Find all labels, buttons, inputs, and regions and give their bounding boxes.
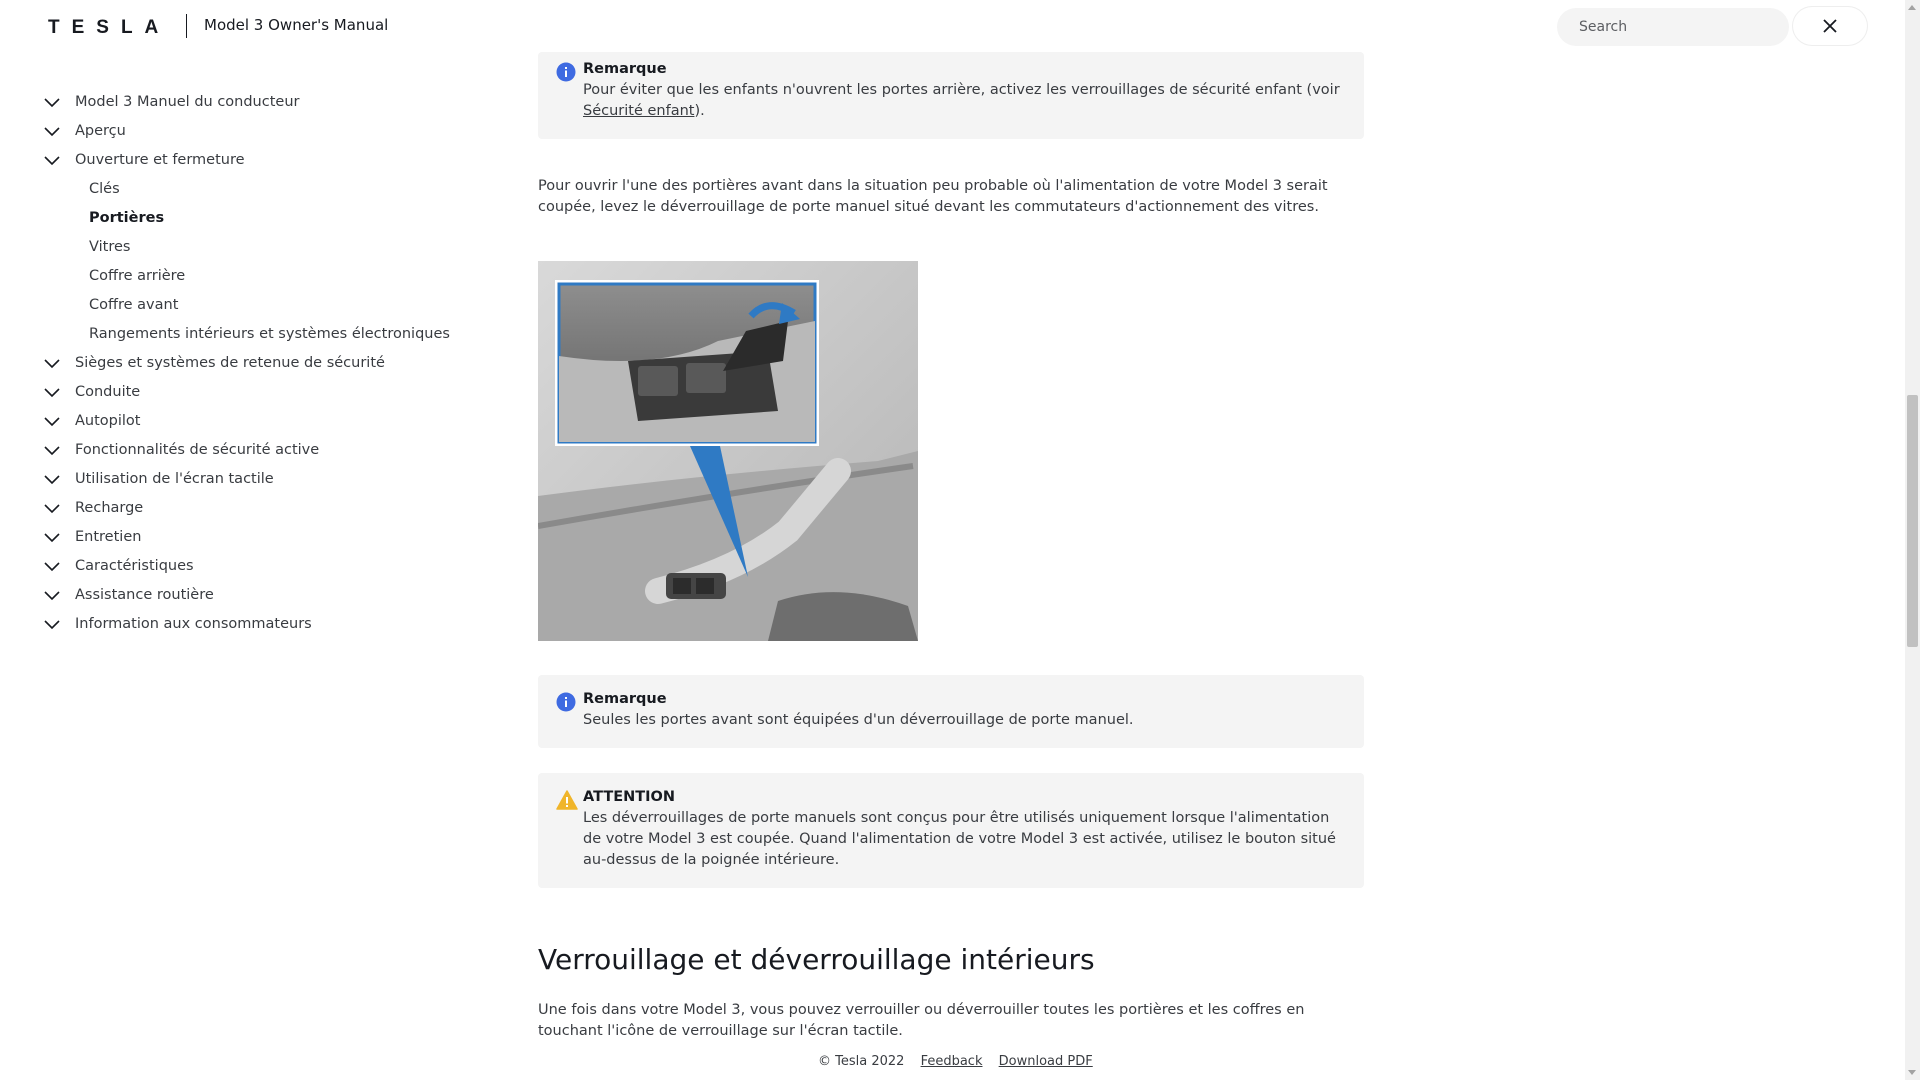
warning-icon bbox=[556, 790, 578, 810]
sidebar-item-label: Utilisation de l'écran tactile bbox=[75, 471, 274, 487]
close-icon bbox=[1822, 18, 1838, 34]
warning-box bbox=[538, 773, 1364, 888]
chevron-down-icon bbox=[44, 619, 60, 631]
sidebar-subitem-rangements[interactable]: Rangements intérieurs et systèmes électroniques bbox=[89, 326, 450, 342]
note-box bbox=[538, 675, 1364, 748]
sidebar-item-label: Aperçu bbox=[75, 123, 126, 139]
section-heading: Verrouillage et déverrouillage intérieurs bbox=[538, 943, 1095, 976]
chevron-down-icon bbox=[44, 387, 60, 399]
note-text-end: ). bbox=[694, 103, 705, 119]
sidebar-item-label: Fonctionnalités de sécurité active bbox=[75, 442, 320, 458]
close-button[interactable] bbox=[1793, 7, 1867, 45]
sidebar-subitem-coffre-avant[interactable]: Coffre avant bbox=[89, 297, 179, 313]
note-title: Remarque bbox=[583, 691, 667, 707]
note-text bbox=[583, 80, 1346, 122]
sidebar-item-label: Ouverture et fermeture bbox=[75, 152, 245, 168]
copyright-text: © Tesla 2022 bbox=[818, 1054, 905, 1069]
securite-enfant-link[interactable]: Sécurité enfant bbox=[583, 103, 695, 119]
manual-title[interactable]: Model 3 Owner's Manual bbox=[204, 16, 389, 34]
paragraph: Pour ouvrir l'une des portières avant dans la situation peu probable où l'alimentation de votre Model 3 serait coupée, levez le déverrouillage de porte manuel situé devant les commutateurs d'actionnement des vitres. bbox=[538, 178, 1328, 215]
footer bbox=[818, 1054, 1105, 1069]
chevron-down-icon bbox=[44, 97, 60, 109]
sidebar-item-label: Assistance routière bbox=[75, 587, 214, 603]
sidebar-subitem-coffre-arriere[interactable]: Coffre arrière bbox=[89, 268, 186, 284]
sidebar-subitem-cles[interactable]: Clés bbox=[89, 181, 120, 197]
scroll-up-arrow-icon[interactable] bbox=[1908, 5, 1916, 10]
info-icon bbox=[556, 62, 576, 82]
sidebar-item-label: Recharge bbox=[75, 500, 144, 516]
header-divider bbox=[186, 14, 187, 38]
tesla-logo[interactable]: TESLA bbox=[48, 17, 171, 38]
note-box bbox=[538, 52, 1364, 139]
warning-text: Les déverrouillages de porte manuels sont conçus pour être utilisés uniquement lorsque l'alimentation de votre Model 3 est coupée. Quand l'alimentation de votre Model 3 est activée, utilisez le bouton situé au-dessus de la poignée intérieure. bbox=[583, 810, 1336, 868]
sidebar-item-label: Model 3 Manuel du conducteur bbox=[75, 94, 300, 110]
header bbox=[0, 0, 1905, 52]
chevron-down-icon bbox=[44, 155, 60, 167]
sidebar-item-label: Caractéristiques bbox=[75, 558, 194, 574]
chevron-down-icon bbox=[44, 416, 60, 428]
scrollbar-thumb[interactable] bbox=[1907, 395, 1918, 647]
chevron-down-icon bbox=[44, 590, 60, 602]
info-icon bbox=[556, 692, 576, 712]
chevron-down-icon bbox=[44, 532, 60, 544]
sidebar-item-label: Autopilot bbox=[75, 413, 141, 429]
note-text: Seules les portes avant sont équipées d'un déverrouillage de porte manuel. bbox=[583, 712, 1134, 728]
door-release-illustration bbox=[538, 261, 918, 641]
chevron-down-icon bbox=[44, 503, 60, 515]
chevron-down-icon bbox=[44, 445, 60, 457]
sidebar-item-label: Entretien bbox=[75, 529, 142, 545]
sidebar-item-label: Conduite bbox=[75, 384, 141, 400]
download-pdf-link[interactable]: Download PDF bbox=[998, 1054, 1093, 1069]
chevron-down-icon bbox=[44, 358, 60, 370]
search-input[interactable] bbox=[1557, 8, 1789, 46]
paragraph: Une fois dans votre Model 3, vous pouvez verrouiller ou déverrouiller toutes les portières et les coffres en touchant l'icône de verrouillage sur l'écran tactile. bbox=[538, 1002, 1305, 1039]
sidebar-subitem-portieres[interactable]: Portières bbox=[89, 210, 165, 226]
note-title: Remarque bbox=[583, 61, 667, 77]
sidebar-subitem-vitres[interactable]: Vitres bbox=[89, 239, 131, 255]
chevron-down-icon bbox=[44, 561, 60, 573]
feedback-link[interactable]: Feedback bbox=[920, 1054, 983, 1069]
note-text-start: Pour éviter que les enfants n'ouvrent les portes arrière, activez les verrouillages de sécurité enfant (voir bbox=[583, 82, 1340, 98]
sidebar-item-label: Sièges et systèmes de retenue de sécurité bbox=[75, 355, 385, 371]
chevron-down-icon bbox=[44, 474, 60, 486]
chevron-down-icon bbox=[44, 126, 60, 138]
sidebar-item-label: Information aux consommateurs bbox=[75, 616, 312, 632]
warning-title: ATTENTION bbox=[583, 789, 675, 805]
scroll-down-arrow-icon[interactable] bbox=[1908, 1070, 1916, 1075]
